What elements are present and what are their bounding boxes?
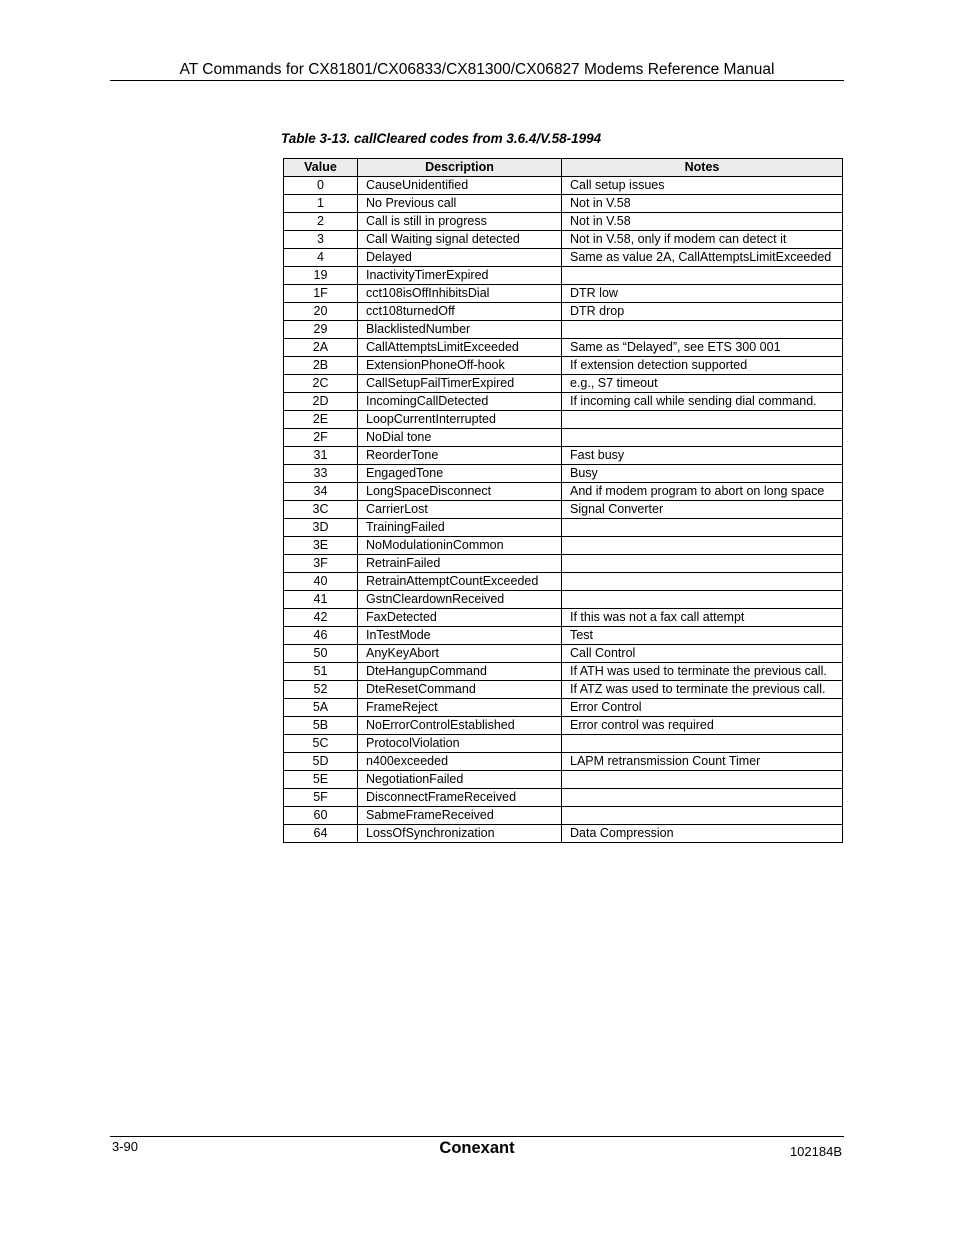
table-row bbox=[284, 825, 843, 843]
cell-description: DisconnectFrameReceived bbox=[358, 789, 562, 807]
cell-description: SabmeFrameReceived bbox=[358, 807, 562, 825]
cell-notes bbox=[562, 267, 843, 285]
cell-value: 3E bbox=[284, 537, 358, 555]
cell-description: CarrierLost bbox=[358, 501, 562, 519]
cell-notes: Call Control bbox=[562, 645, 843, 663]
document-number: 102184B bbox=[789, 1144, 842, 1159]
cell-value: 5E bbox=[284, 771, 358, 789]
table-body bbox=[284, 177, 843, 843]
cell-description: LongSpaceDisconnect bbox=[358, 483, 562, 501]
cell-notes: Same as value 2A, CallAttemptsLimitExceeded bbox=[562, 249, 843, 267]
cell-description: EngagedTone bbox=[358, 465, 562, 483]
cell-description: DteHangupCommand bbox=[358, 663, 562, 681]
cell-notes: If ATH was used to terminate the previous call. bbox=[562, 663, 843, 681]
table-row bbox=[284, 177, 843, 195]
cell-description: ProtocolViolation bbox=[358, 735, 562, 753]
cell-value: 41 bbox=[284, 591, 358, 609]
cell-description: NoErrorControlEstablished bbox=[358, 717, 562, 735]
cell-value: 2D bbox=[284, 393, 358, 411]
table-row bbox=[284, 591, 843, 609]
column-header-description: Description bbox=[358, 159, 562, 177]
cell-description: FaxDetected bbox=[358, 609, 562, 627]
cell-description: BlacklistedNumber bbox=[358, 321, 562, 339]
cell-notes bbox=[562, 807, 843, 825]
cell-notes: Error control was required bbox=[562, 717, 843, 735]
table-row bbox=[284, 303, 843, 321]
table-row bbox=[284, 717, 843, 735]
table-row bbox=[284, 483, 843, 501]
cell-description: CallSetupFailTimerExpired bbox=[358, 375, 562, 393]
header-divider bbox=[110, 80, 844, 81]
cell-value: 50 bbox=[284, 645, 358, 663]
cell-description: n400exceeded bbox=[358, 753, 562, 771]
cell-notes: If extension detection supported bbox=[562, 357, 843, 375]
cell-notes bbox=[562, 429, 843, 447]
cell-notes bbox=[562, 321, 843, 339]
cell-notes: Fast busy bbox=[562, 447, 843, 465]
cell-notes: DTR drop bbox=[562, 303, 843, 321]
cell-description: NegotiationFailed bbox=[358, 771, 562, 789]
cell-description: Call Waiting signal detected bbox=[358, 231, 562, 249]
table-row bbox=[284, 771, 843, 789]
table-row bbox=[284, 375, 843, 393]
cell-value: 3C bbox=[284, 501, 358, 519]
table-row bbox=[284, 735, 843, 753]
cell-value: 1F bbox=[284, 285, 358, 303]
cell-value: 2 bbox=[284, 213, 358, 231]
cell-notes: Call setup issues bbox=[562, 177, 843, 195]
table-row bbox=[284, 627, 843, 645]
cell-description: AnyKeyAbort bbox=[358, 645, 562, 663]
cell-value: 51 bbox=[284, 663, 358, 681]
cell-description: GstnCleardownReceived bbox=[358, 591, 562, 609]
cell-description: ExtensionPhoneOff-hook bbox=[358, 357, 562, 375]
table-row bbox=[284, 645, 843, 663]
table-row bbox=[284, 789, 843, 807]
cell-description: CallAttemptsLimitExceeded bbox=[358, 339, 562, 357]
cell-notes: If this was not a fax call attempt bbox=[562, 609, 843, 627]
cell-notes: Data Compression bbox=[562, 825, 843, 843]
cell-value: 2F bbox=[284, 429, 358, 447]
table-row bbox=[284, 267, 843, 285]
cell-description: IncomingCallDetected bbox=[358, 393, 562, 411]
cell-value: 0 bbox=[284, 177, 358, 195]
cell-value: 42 bbox=[284, 609, 358, 627]
cell-value: 2B bbox=[284, 357, 358, 375]
cell-notes bbox=[562, 537, 843, 555]
cell-description: NoDial tone bbox=[358, 429, 562, 447]
cell-value: 3 bbox=[284, 231, 358, 249]
cell-value: 1 bbox=[284, 195, 358, 213]
table-row bbox=[284, 681, 843, 699]
table-row bbox=[284, 573, 843, 591]
cell-description: LoopCurrentInterrupted bbox=[358, 411, 562, 429]
cell-value: 34 bbox=[284, 483, 358, 501]
cell-notes: Same as “Delayed”, see ETS 300 001 bbox=[562, 339, 843, 357]
table-row bbox=[284, 501, 843, 519]
cell-description: RetrainFailed bbox=[358, 555, 562, 573]
table-row bbox=[284, 393, 843, 411]
cell-notes: Not in V.58, only if modem can detect it bbox=[562, 231, 843, 249]
cell-description: cct108turnedOff bbox=[358, 303, 562, 321]
table-row bbox=[284, 249, 843, 267]
cell-notes bbox=[562, 519, 843, 537]
table-row bbox=[284, 447, 843, 465]
cell-notes: LAPM retransmission Count Timer bbox=[562, 753, 843, 771]
cell-description: InactivityTimerExpired bbox=[358, 267, 562, 285]
table-header-row bbox=[284, 159, 843, 177]
cell-value: 5F bbox=[284, 789, 358, 807]
cell-value: 20 bbox=[284, 303, 358, 321]
column-header-value: Value bbox=[284, 159, 358, 177]
table-row bbox=[284, 321, 843, 339]
cell-description: cct108isOffInhibitsDial bbox=[358, 285, 562, 303]
cell-notes: If ATZ was used to terminate the previous call. bbox=[562, 681, 843, 699]
callcleared-codes-table bbox=[283, 158, 843, 843]
table-row bbox=[284, 753, 843, 771]
table-row bbox=[284, 609, 843, 627]
cell-description: RetrainAttemptCountExceeded bbox=[358, 573, 562, 591]
company-name: Conexant bbox=[439, 1139, 515, 1157]
cell-description: ReorderTone bbox=[358, 447, 562, 465]
page-header-title: AT Commands for CX81801/CX06833/CX81300/CX06827 Modems Reference Manual bbox=[179, 61, 775, 78]
cell-value: 4 bbox=[284, 249, 358, 267]
cell-notes: e.g., S7 timeout bbox=[562, 375, 843, 393]
cell-value: 2E bbox=[284, 411, 358, 429]
table-row bbox=[284, 663, 843, 681]
cell-value: 60 bbox=[284, 807, 358, 825]
cell-value: 40 bbox=[284, 573, 358, 591]
cell-value: 64 bbox=[284, 825, 358, 843]
cell-description: NoModulationinCommon bbox=[358, 537, 562, 555]
cell-value: 3F bbox=[284, 555, 358, 573]
table-row bbox=[284, 429, 843, 447]
column-header-notes: Notes bbox=[562, 159, 843, 177]
table-row bbox=[284, 699, 843, 717]
cell-value: 5A bbox=[284, 699, 358, 717]
table-row bbox=[284, 519, 843, 537]
table-caption: Table 3-13. callCleared codes from 3.6.4/V.58-1994 bbox=[281, 131, 602, 146]
cell-value: 52 bbox=[284, 681, 358, 699]
cell-notes: DTR low bbox=[562, 285, 843, 303]
cell-value: 5C bbox=[284, 735, 358, 753]
cell-notes: Signal Converter bbox=[562, 501, 843, 519]
cell-value: 33 bbox=[284, 465, 358, 483]
cell-description: No Previous call bbox=[358, 195, 562, 213]
table-row bbox=[284, 339, 843, 357]
cell-notes: And if modem program to abort on long space bbox=[562, 483, 843, 501]
cell-notes bbox=[562, 591, 843, 609]
table-row bbox=[284, 465, 843, 483]
table-row bbox=[284, 231, 843, 249]
cell-notes: If incoming call while sending dial command. bbox=[562, 393, 843, 411]
cell-notes bbox=[562, 411, 843, 429]
cell-notes bbox=[562, 771, 843, 789]
cell-notes bbox=[562, 735, 843, 753]
table-row bbox=[284, 537, 843, 555]
cell-description: InTestMode bbox=[358, 627, 562, 645]
cell-value: 3D bbox=[284, 519, 358, 537]
cell-notes bbox=[562, 573, 843, 591]
table-row bbox=[284, 357, 843, 375]
cell-notes: Not in V.58 bbox=[562, 195, 843, 213]
cell-notes bbox=[562, 789, 843, 807]
cell-description: FrameReject bbox=[358, 699, 562, 717]
cell-description: Delayed bbox=[358, 249, 562, 267]
cell-notes: Test bbox=[562, 627, 843, 645]
cell-value: 5D bbox=[284, 753, 358, 771]
table-row bbox=[284, 807, 843, 825]
table-row bbox=[284, 411, 843, 429]
cell-value: 29 bbox=[284, 321, 358, 339]
cell-value: 5B bbox=[284, 717, 358, 735]
table-row bbox=[284, 555, 843, 573]
cell-notes: Not in V.58 bbox=[562, 213, 843, 231]
cell-notes bbox=[562, 555, 843, 573]
cell-value: 2C bbox=[284, 375, 358, 393]
cell-description: TrainingFailed bbox=[358, 519, 562, 537]
page-number: 3-90 bbox=[112, 1139, 139, 1154]
cell-value: 2A bbox=[284, 339, 358, 357]
cell-description: CauseUnidentified bbox=[358, 177, 562, 195]
cell-description: Call is still in progress bbox=[358, 213, 562, 231]
table-row bbox=[284, 285, 843, 303]
table-row bbox=[284, 195, 843, 213]
table-row bbox=[284, 213, 843, 231]
cell-description: DteResetCommand bbox=[358, 681, 562, 699]
cell-value: 46 bbox=[284, 627, 358, 645]
cell-value: 19 bbox=[284, 267, 358, 285]
footer-divider bbox=[110, 1136, 844, 1137]
cell-notes: Error Control bbox=[562, 699, 843, 717]
cell-value: 31 bbox=[284, 447, 358, 465]
cell-description: LossOfSynchronization bbox=[358, 825, 562, 843]
cell-notes: Busy bbox=[562, 465, 843, 483]
